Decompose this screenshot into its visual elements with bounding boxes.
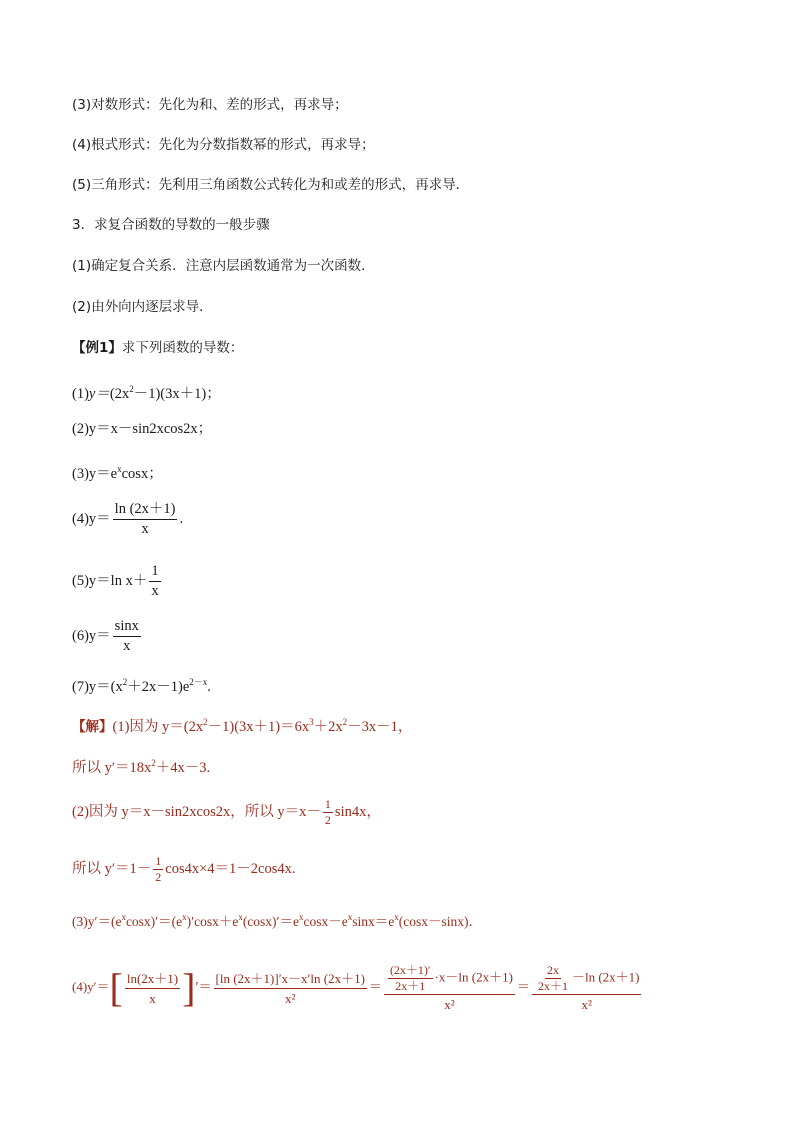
numerator: (2x＋1)′ [389, 962, 431, 977]
step-2: (2)由外向内逐层求导． [72, 299, 213, 315]
denominator: 2x＋1 [537, 978, 568, 993]
problem-2 [72, 419, 212, 439]
denominator: 2 [324, 813, 331, 828]
denominator: x [151, 583, 159, 600]
solution-2 [72, 792, 381, 832]
example-tag: 【例1】 [72, 340, 122, 356]
expr-part: －3x－1， [347, 719, 413, 735]
fraction [125, 970, 180, 1007]
expr-part: y＝e [88, 466, 118, 482]
expr-sup: x [238, 912, 243, 922]
fraction [153, 855, 163, 884]
rule-radical-form: (4)根式形式：先化为分数指数幂的形式，再求导； [72, 137, 375, 153]
expr-part: y＝x－sin2xcos2x； [88, 421, 213, 437]
denominator: x [141, 521, 149, 538]
denominator: 2x＋1 [395, 978, 426, 993]
expr-part: sinx＝e [352, 914, 395, 929]
numerator: 1 [155, 854, 162, 869]
expr-part: . [179, 511, 184, 527]
problem-5 [72, 561, 163, 601]
expr-sup: x [121, 912, 126, 922]
right-bracket: ] [182, 965, 196, 1011]
solution-tag: 【解】 [72, 719, 113, 735]
expr-part: (cosx－sinx)． [398, 914, 482, 929]
expr-sup: x [299, 912, 304, 922]
expr-part: 所以 y′＝1－ [72, 861, 152, 877]
fraction [149, 563, 160, 600]
expr-part: . [207, 679, 211, 695]
problem-7 [72, 672, 211, 697]
numerator: 1 [149, 563, 160, 582]
rule-trig-form: (5)三角形式：先利用三角函数公式转化为和或差的形式，再求导． [72, 177, 470, 193]
denominator: x² [285, 990, 296, 1006]
expr-sup: x [182, 912, 187, 922]
solution-1-result [72, 753, 210, 778]
expr-part: ＋2x [313, 719, 343, 735]
expr-sup: x [117, 464, 122, 474]
problem-label: (4) [72, 511, 89, 527]
expr-sup: 3 [309, 717, 314, 727]
problem-label: (1) [72, 386, 89, 402]
fraction [113, 618, 141, 655]
equals-sign: ＝ [516, 979, 530, 994]
bracketed-fraction [110, 956, 199, 1020]
expr-sup: 2 [129, 384, 134, 394]
expr-part: (cosx)′＝e [242, 914, 299, 929]
expr-part: (4)y′＝ [72, 979, 110, 994]
numerator [384, 964, 515, 995]
problem-4 [72, 499, 183, 539]
expr-sup: 2 [151, 758, 156, 768]
expr-part: )′cosx＋e [186, 914, 239, 929]
problem-label: (7) [72, 679, 89, 695]
problem-6 [72, 616, 143, 656]
denominator: x² [581, 996, 592, 1012]
numerator: ln(2x＋1) [125, 970, 180, 989]
expr-part: ＋2x－1)e [127, 679, 190, 695]
expr-part: ·x－ln (2x＋1) [434, 969, 513, 984]
compound-fraction [532, 964, 642, 1013]
expr-part: y＝ [88, 511, 111, 527]
problem-label: (5) [72, 573, 89, 589]
expr-part: 所以 y′＝18x [72, 760, 152, 776]
expr-part: ＋4x－3. [155, 760, 211, 776]
expr-sup: 2 [122, 677, 128, 687]
fraction [214, 970, 367, 1007]
left-bracket: [ [109, 965, 123, 1011]
prime-mark: ′ [195, 980, 199, 996]
fraction [536, 964, 570, 993]
expr-part: －1)(3x＋1)＝6x [207, 719, 310, 735]
numerator: 2x [546, 962, 559, 977]
denominator: x [123, 638, 131, 655]
expr-part: y＝ln x＋ [88, 573, 148, 589]
expr-part: －ln (2x＋1) [571, 969, 640, 984]
rule-log-form: (3)对数形式：先化为和、差的形式，再求导； [72, 97, 348, 113]
problem-3 [72, 459, 163, 484]
compound-fraction [384, 964, 515, 1013]
fraction [388, 964, 433, 993]
equals-sign: ＝ [198, 979, 212, 994]
example-prompt: 求下列函数的导数： [121, 340, 244, 356]
numerator: sinx [113, 618, 141, 637]
fraction [113, 501, 178, 538]
expr-sup: x [347, 912, 353, 922]
denominator: 2 [155, 870, 162, 885]
solution-2-result [72, 849, 296, 889]
solution-1 [72, 712, 412, 737]
expr-part: cosx； [121, 466, 163, 482]
expr-part: sin4x， [334, 804, 381, 820]
numerator: 1 [324, 797, 331, 812]
expr-part: cosx－e [303, 914, 348, 929]
denominator: x [149, 990, 156, 1006]
numerator [532, 964, 642, 995]
problem-1 [72, 379, 221, 404]
expr-part: cos4x×4＝1－2cos4x. [165, 861, 296, 877]
expr-part: (1)因为 y＝(2x [112, 719, 204, 735]
expr-part: y＝(x [88, 679, 123, 695]
example-heading [72, 338, 243, 358]
expr-part: y＝ [88, 386, 110, 402]
problem-label: (6) [72, 628, 89, 644]
expr-sup: 2 [203, 717, 208, 727]
numerator: [ln (2x＋1)]′x－x′ln (2x＋1) [214, 970, 367, 989]
solution-3 [72, 907, 482, 932]
expr-sup: 2－x [189, 677, 208, 687]
problem-label: (3) [72, 466, 89, 482]
step-1: (1)确定复合关系．注意内层函数通常为一次函数． [72, 258, 375, 274]
fraction [323, 798, 333, 827]
numerator: ln (2x＋1) [113, 501, 178, 520]
expr-part: (3)y′＝(e [72, 914, 122, 929]
solution-4 [72, 955, 643, 1020]
expr-part: y＝ [88, 628, 111, 644]
expr-part: cosx)′＝(e [125, 914, 183, 929]
expr-part: －1)(3x＋1)； [133, 386, 221, 402]
expr-part: (2)因为 y＝x－sin2xcos2x，所以 y＝x－ [72, 804, 321, 820]
expr-sup: x [394, 912, 399, 922]
section-heading-composite: 3．求复合函数的导数的一般步骤 [72, 217, 270, 233]
expr-part: (2x [109, 386, 130, 402]
equals-sign: ＝ [368, 979, 382, 994]
problem-label: (2) [72, 421, 89, 437]
expr-sup: 2 [342, 717, 348, 727]
denominator: x² [444, 996, 455, 1012]
